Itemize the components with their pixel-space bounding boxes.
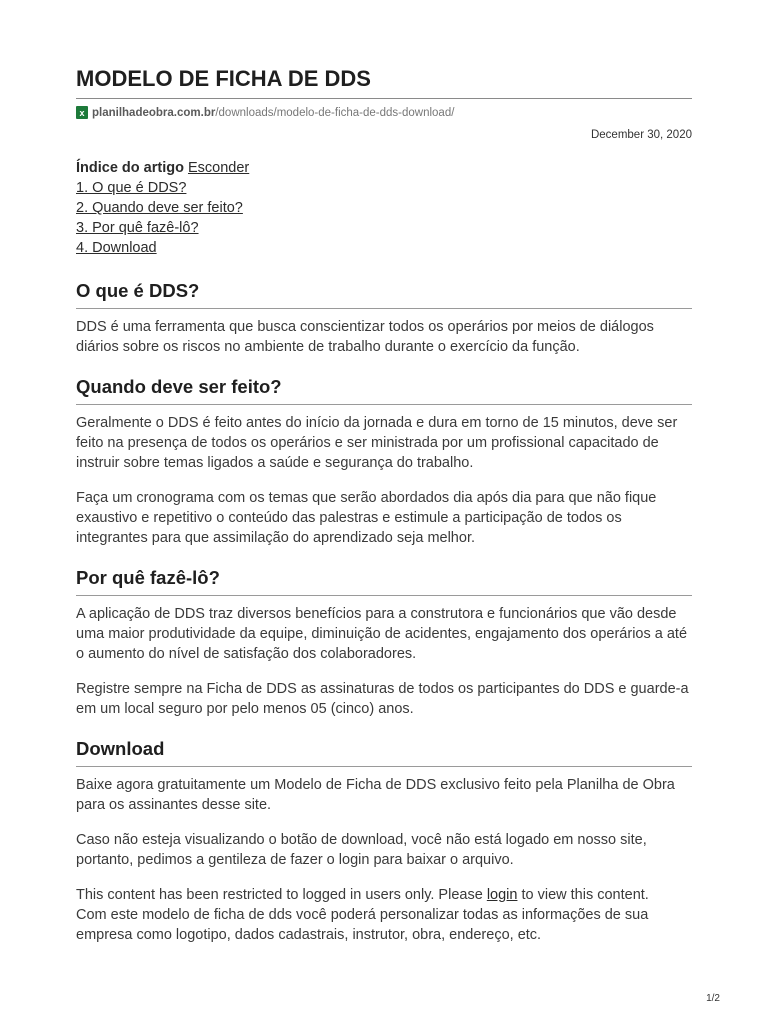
- section-paragraph: Geralmente o DDS é feito antes do início da jornada e dura em torno de 15 minutos, deve ser feito na presença de todos os operários e ser ministrada por um profissional capacitado de instruir sobre temas ligados a saúde e segurança do trabalho.: [76, 415, 678, 471]
- source-path: /downloads/modelo-de-ficha-de-dds-download/: [215, 106, 455, 119]
- section-paragraph: Faça um cronograma com os temas que serão abordados dia após dia para que não fique exaustivo e repetitivo o conteúdo das palestras e estimule a participação de todos os integrantes para que assimilação do aprendizado seja melhor.: [76, 490, 657, 546]
- section-o-que-e-dds: [76, 280, 692, 357]
- page-number: 1/2: [706, 993, 720, 1004]
- table-of-contents: [76, 158, 249, 258]
- toc-item-4[interactable]: 4. Download: [76, 240, 157, 256]
- section-paragraph: Baixe agora gratuitamente um Modelo de Ficha de DDS exclusivo feito pela Planilha de Obra para os assinantes desse site.: [76, 777, 675, 813]
- section-heading: Por quê fazê-lô?: [76, 567, 692, 596]
- closing-paragraph: Com este modelo de ficha de dds você poderá personalizar todas as informações de sua empresa como logotipo, dados cadastrais, instrutor, obra, endereço, etc.: [76, 907, 649, 943]
- toc-item-2[interactable]: 2. Quando deve ser feito?: [76, 200, 243, 216]
- login-link[interactable]: login: [486, 887, 518, 903]
- page-title: MODELO DE FICHA DE DDS: [76, 66, 692, 99]
- source-url[interactable]: [76, 106, 454, 119]
- source-domain: planilhadeobra.com.br: [92, 106, 216, 119]
- section-heading: Download: [76, 738, 692, 767]
- toc-title: Índice do artigo: [76, 160, 184, 176]
- toc-item-3[interactable]: 3. Por quê fazê-lô?: [76, 220, 199, 236]
- toc-item-1[interactable]: 1. O que é DDS?: [76, 180, 187, 196]
- section-heading: Quando deve ser feito?: [76, 376, 692, 405]
- restricted-notice: [76, 885, 692, 905]
- restricted-text-after: to view this content.: [517, 887, 649, 903]
- excel-icon: x: [76, 106, 88, 119]
- section-quando-deve-ser-feito: [76, 376, 692, 548]
- restricted-text-before: This content has been restricted to logged in users only. Please: [76, 887, 487, 903]
- section-download: [76, 738, 692, 945]
- section-por-que-faze-lo: [76, 567, 692, 719]
- publish-date: December 30, 2020: [590, 129, 692, 141]
- section-heading: O que é DDS?: [76, 280, 692, 309]
- section-paragraph: DDS é uma ferramenta que busca conscientizar todos os operários por meios de diálogos diários sobre os riscos no ambiente de trabalho durante o exercício da função.: [76, 319, 654, 355]
- toc-header: [76, 158, 249, 178]
- toc-hide-link[interactable]: Esconder: [187, 160, 250, 176]
- section-paragraph: Registre sempre na Ficha de DDS as assinaturas de todos os participantes do DDS e guarde-a em um local seguro por pelo menos 05 (cinco) anos.: [76, 681, 689, 717]
- section-paragraph: Caso não esteja visualizando o botão de download, você não está logado em nosso site, portanto, pedimos a gentileza de fazer o login para baixar o arquivo.: [76, 832, 647, 868]
- section-paragraph: A aplicação de DDS traz diversos benefícios para a construtora e funcionários que vão desde uma maior produtividade da equipe, diminuição de acidentes, engajamento dos operários a até o aumento do nível de satisfação dos colaboradores.: [76, 606, 688, 662]
